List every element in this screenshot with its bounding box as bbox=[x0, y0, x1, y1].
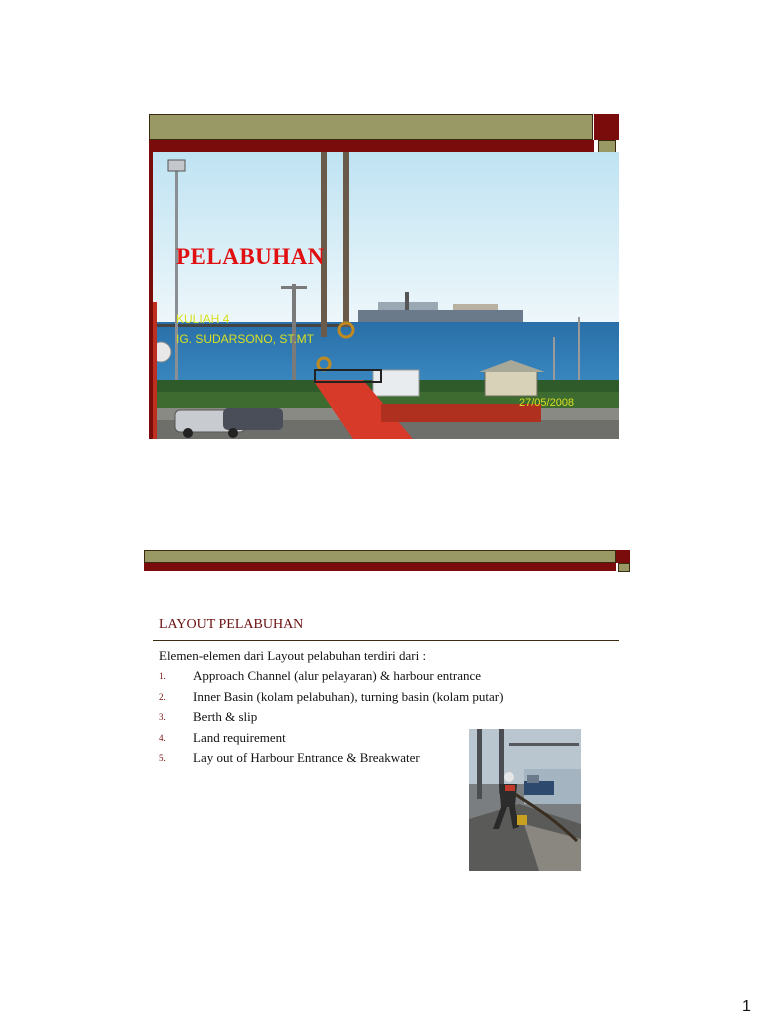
page-number: 1 bbox=[742, 998, 751, 1015]
slide-subtitle-lecture: KULIAH 4 bbox=[176, 312, 230, 326]
list-number: 4. bbox=[159, 732, 166, 743]
list-text: Lay out of Harbour Entrance & Breakwater bbox=[193, 750, 420, 765]
slide-header-bar bbox=[149, 114, 593, 140]
slide2-header-bar bbox=[144, 550, 616, 563]
heading-divider bbox=[153, 640, 619, 641]
dock-worker-photo bbox=[469, 729, 581, 871]
slide-title: PELABUHAN bbox=[176, 244, 325, 269]
slide2-header-underline bbox=[144, 563, 616, 571]
slide-subtitle-author: IG. SUDARSONO, ST.MT bbox=[176, 332, 315, 346]
slide-1 bbox=[149, 114, 619, 439]
harbour-photo bbox=[153, 152, 619, 439]
slide-date: 27/05/2008 bbox=[519, 397, 575, 409]
list-number: 3. bbox=[159, 712, 166, 722]
list-text: Approach Channel (alur pelayaran) & harbour entrance bbox=[193, 668, 482, 683]
list-number: 1. bbox=[159, 671, 166, 681]
list-number: 2. bbox=[159, 691, 166, 702]
slide2-intro: Elemen-elemen dari Layout pelabuhan terdiri dari : bbox=[159, 648, 427, 663]
list-number: 5. bbox=[159, 753, 166, 763]
list-text: Land requirement bbox=[193, 729, 286, 745]
list-text: Inner Basin (kolam pelabuhan), turning basin (kolam putar) bbox=[193, 688, 504, 704]
slide2-corner-block bbox=[616, 550, 630, 563]
slide2-heading: LAYOUT PELABUHAN bbox=[159, 617, 304, 632]
slide-corner-block bbox=[594, 114, 619, 140]
slide2-corner-block-small bbox=[618, 563, 630, 572]
slide-header-underline bbox=[153, 140, 594, 152]
list-text: Berth & slip bbox=[193, 709, 258, 724]
